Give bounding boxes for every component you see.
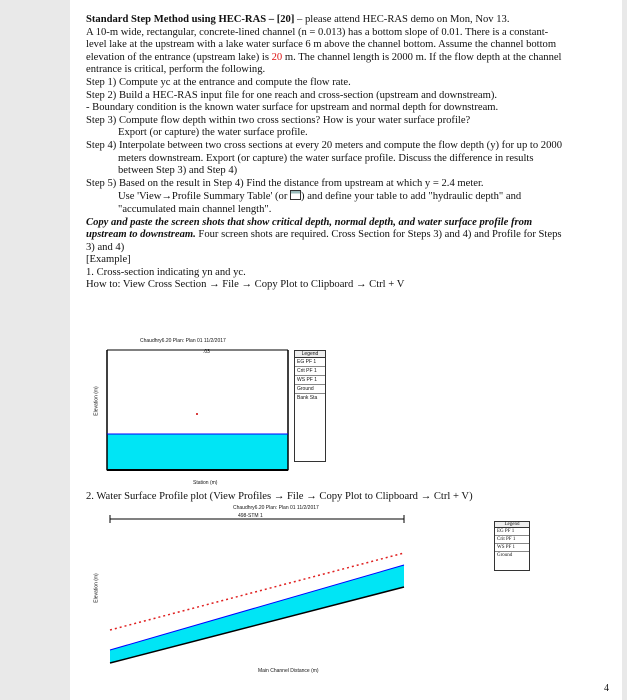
water-profile-fill bbox=[110, 565, 404, 663]
example-2: 2. Water Surface Profile plot (View Profiles → File → Copy Plot to Clipboard → Ctrl + V) bbox=[86, 491, 473, 502]
fig2-legend-eg: EG PF 1 bbox=[495, 528, 529, 536]
title-line: Standard Step Method using HEC-RAS – [20] – please attend HEC-RAS demo on Mon, Nov 13. bbox=[86, 14, 510, 25]
profile-plot bbox=[88, 505, 528, 685]
step-3-export: Export (or capture) the water surface profile. bbox=[118, 127, 308, 139]
howto-1: How to: View Cross Section → File → Copy Plot to Clipboard → Ctrl + V bbox=[86, 279, 405, 291]
fig2-legend bbox=[494, 521, 530, 571]
cross-section-figure bbox=[88, 338, 333, 488]
fig1-xaxis-label: Station (m) bbox=[193, 480, 218, 486]
example-1: 1. Cross-section indicating yn and yc. bbox=[86, 266, 246, 278]
title: Standard Step Method using HEC-RAS – [20] bbox=[86, 14, 295, 25]
step-2-boundary: - Boundary condition is the known water surface for upstream and normal depth for downstream. bbox=[86, 102, 499, 114]
page-number: 4 bbox=[604, 683, 609, 694]
fig2-legend-crit: Crit PF 1 bbox=[495, 536, 529, 544]
fig2-legend-title: Legend bbox=[495, 522, 529, 528]
fig1-legend-eg: EG PF 1 bbox=[295, 358, 325, 367]
step-5-detail: Use 'View→Profile Summary Table' (or ) and define your table to add "hydraulic depth" and "accumulated main channel length". bbox=[118, 191, 522, 215]
example-label: [Example] bbox=[86, 254, 131, 266]
step-4: Step 4) Interpolate between two cross sections at every 20 meters and compute the flow depth (y) for up to 2000 meters downstream. Export (or capture) the water surface profile. Discuss the difference in results between Step 3) and Step 4) bbox=[86, 139, 562, 177]
step-1: Step 1) Compute yc at the entrance and compute the flow rate. bbox=[86, 76, 351, 88]
fig2-yaxis-label: Elevation (m) bbox=[93, 573, 100, 603]
critical-depth-marker bbox=[196, 413, 198, 415]
channel-bed bbox=[110, 587, 404, 663]
fig1-legend-crit: Crit PF 1 bbox=[295, 367, 325, 376]
fig1-bank-label: .03 bbox=[203, 349, 210, 355]
step-3: Step 3) Compute flow depth within two cross sections? How is your water surface profile? bbox=[86, 114, 471, 126]
profile-figure bbox=[88, 505, 528, 685]
copy-instructions: Copy and paste the screen shots that show critical depth, normal depth, and water surface profile from upstream to downstream. Four screen shots are required. Cross Section for Steps 3) and 4) and Profile for Steps 3) and 4) bbox=[86, 216, 562, 253]
paragraph-1: A 10-m wide, rectangular, concrete-lined channel (n = 0.013) has a bottom slope of 0.01. There is a constant-level lake at the upstream with a lake water surface 6 m above the channel bottom. Assume the channel bottom elevation of the entrance (upstream lake) is 20 m. The channel length is 2000 m. If the flow depth at the channel entrance is critical, perform the following. bbox=[86, 26, 562, 76]
step-5: Step 5) Based on the result in Step 4) Find the distance from upstream at which y = 2.4 meter. bbox=[86, 177, 484, 189]
fig1-legend-ground: Ground bbox=[295, 385, 325, 394]
fig2-subheader: 498-STM 1 bbox=[238, 513, 263, 519]
fig2-legend-ground: Ground bbox=[497, 553, 513, 558]
fig1-yaxis-label: Elevation (m) bbox=[93, 386, 100, 416]
fig1-header: Chaudhry6.20 Plan: Plan 01 11/2/2017 bbox=[140, 338, 226, 344]
fig1-legend-bank: Bank Sta bbox=[297, 395, 318, 401]
water-surface-profile bbox=[110, 565, 404, 650]
water-area bbox=[107, 434, 288, 470]
fig2-xaxis-label: Main Channel Distance (m) bbox=[258, 668, 319, 674]
problem-text bbox=[86, 14, 566, 292]
step-2: Step 2) Build a HEC-RAS input file for one reach and cross-section (upstream and downstream). bbox=[86, 89, 497, 101]
fig1-legend-ws: WS PF 1 bbox=[295, 376, 325, 385]
fig2-legend-ws: WS PF 1 bbox=[495, 544, 529, 552]
table-icon bbox=[290, 190, 301, 200]
fig2-header: Chaudhry6.20 Plan: Plan 01 11/2/2017 bbox=[233, 505, 319, 511]
fig1-legend bbox=[294, 350, 326, 462]
fig1-legend-title: Legend bbox=[295, 351, 325, 358]
